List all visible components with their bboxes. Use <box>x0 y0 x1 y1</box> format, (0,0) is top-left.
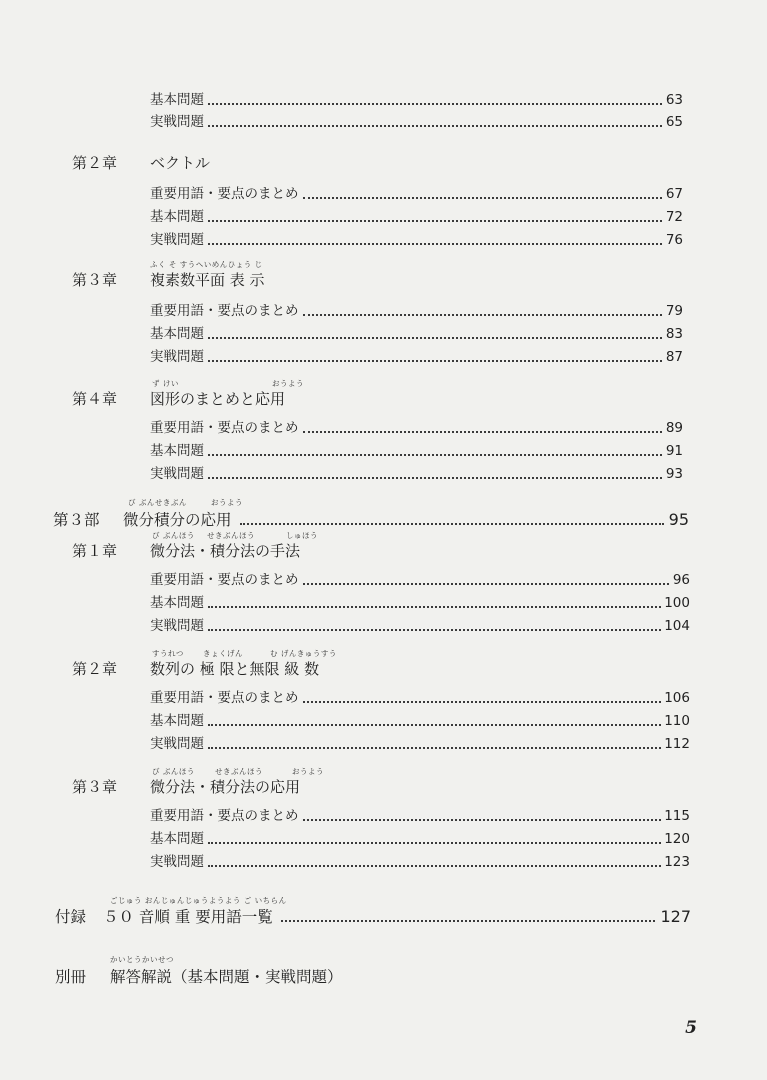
chapter-number: 第３章 <box>72 271 118 289</box>
furigana: び ぶんほう <box>152 531 195 540</box>
furigana: む げんきゅうすう <box>270 649 337 658</box>
furigana: せきぶんほう <box>207 531 255 540</box>
entry-label: 重要用語・要点のまとめ <box>150 186 299 202</box>
toc-entry[interactable] <box>150 566 690 588</box>
dot-leader <box>208 477 662 479</box>
toc-entry[interactable] <box>150 180 683 202</box>
entry-page: 104 <box>664 618 690 634</box>
furigana: ず けい <box>152 379 179 388</box>
furigana: おうよう <box>272 379 304 388</box>
entry-label: 基本問題 <box>150 713 204 729</box>
chapter-heading <box>72 271 472 289</box>
furigana: すうれつ <box>152 649 184 658</box>
furigana: ふく そ すうへいめんひょう じ <box>150 260 263 269</box>
chapter-title: 複素数平面 表 示 <box>150 271 265 289</box>
toc-entry[interactable] <box>150 203 683 225</box>
separate-volume-heading[interactable] <box>55 962 555 986</box>
dot-leader <box>208 747 661 749</box>
entry-page: 65 <box>665 114 683 130</box>
chapter-heading <box>72 778 472 796</box>
toc-entry[interactable] <box>150 707 690 729</box>
entry-label: 実戦問題 <box>150 854 204 870</box>
entry-label: 重要用語・要点のまとめ <box>150 303 299 319</box>
toc-entry[interactable] <box>150 589 690 611</box>
separate-label: 別冊 <box>55 968 87 986</box>
entry-label: 基本問題 <box>150 92 204 108</box>
chapter-title: 微分法・積分法の手法 <box>150 542 301 560</box>
furigana: しゅほう <box>286 531 318 540</box>
furigana: び ぶんほう <box>152 767 195 776</box>
toc-entry[interactable] <box>150 343 683 365</box>
toc-entry[interactable] <box>150 460 683 482</box>
toc-entry[interactable] <box>150 684 690 706</box>
entry-page: 67 <box>665 186 683 202</box>
chapter-heading <box>72 390 472 408</box>
chapter-heading <box>72 542 472 560</box>
dot-leader <box>208 243 662 245</box>
chapter-title: 数列の 極 限と無限 級 数 <box>150 660 320 678</box>
entry-page: 83 <box>665 326 683 342</box>
dot-leader <box>281 920 656 922</box>
chapter-number: 第１章 <box>72 542 118 560</box>
entry-page: 79 <box>665 303 683 319</box>
toc-entry[interactable] <box>150 802 690 824</box>
chapter-title: ベクトル <box>150 154 211 172</box>
entry-label: 基本問題 <box>150 443 204 459</box>
dot-leader <box>208 125 662 127</box>
dot-leader <box>303 197 663 199</box>
dot-leader <box>208 360 662 362</box>
toc-entry[interactable] <box>150 730 690 752</box>
entry-page: 120 <box>664 831 690 847</box>
entry-page: 91 <box>665 443 683 459</box>
entry-label: 実戦問題 <box>150 618 204 634</box>
entry-label: 実戦問題 <box>150 114 204 130</box>
entry-label: 重要用語・要点のまとめ <box>150 808 299 824</box>
entry-page: 106 <box>664 690 690 706</box>
entry-page: 89 <box>665 420 683 436</box>
furigana: せきぶんほう <box>215 767 263 776</box>
appendix-heading[interactable] <box>55 902 691 926</box>
toc-entry[interactable] <box>150 226 683 248</box>
entry-label: 実戦問題 <box>150 349 204 365</box>
entry-page: 112 <box>664 736 690 752</box>
chapter-number: 第２章 <box>72 154 118 172</box>
toc-entry[interactable] <box>150 825 690 847</box>
entry-page: 87 <box>665 349 683 365</box>
entry-label: 基本問題 <box>150 326 204 342</box>
dot-leader <box>303 701 662 703</box>
chapter-heading <box>72 154 472 172</box>
entry-page: 123 <box>664 854 690 870</box>
dot-leader <box>240 523 664 525</box>
appendix-title: ５０ 音順 重 要用語一覧 <box>103 908 273 926</box>
entry-label: 実戦問題 <box>150 466 204 482</box>
part-number: 第３部 <box>53 511 100 529</box>
toc-entry[interactable] <box>150 320 683 342</box>
entry-label: 重要用語・要点のまとめ <box>150 420 299 436</box>
entry-label: 基本問題 <box>150 209 204 225</box>
appendix-label: 付録 <box>55 908 87 926</box>
dot-leader <box>208 220 662 222</box>
toc-entry[interactable] <box>150 848 690 870</box>
toc-entry[interactable] <box>150 612 690 634</box>
entry-page: 115 <box>664 808 690 824</box>
dot-leader <box>303 431 663 433</box>
separate-title: 解答解説（基本問題・実戦問題） <box>110 968 343 986</box>
chapter-number: 第２章 <box>72 660 118 678</box>
dot-leader <box>303 583 670 585</box>
dot-leader <box>303 314 663 316</box>
entry-page: 72 <box>665 209 683 225</box>
chapter-title: 微分法・積分法の応用 <box>150 778 301 796</box>
entry-label: 実戦問題 <box>150 232 204 248</box>
toc-entry[interactable] <box>150 297 683 319</box>
dot-leader <box>208 724 661 726</box>
dot-leader <box>208 865 661 867</box>
entry-label: 重要用語・要点のまとめ <box>150 572 299 588</box>
entry-page: 96 <box>672 572 690 588</box>
dot-leader <box>208 606 661 608</box>
toc-entry[interactable] <box>150 86 683 108</box>
furigana: おうよう <box>211 498 243 507</box>
toc-entry[interactable] <box>150 108 683 130</box>
furigana: かいとうかいせつ <box>110 955 174 964</box>
part-heading[interactable] <box>53 505 689 529</box>
entry-label: 基本問題 <box>150 831 204 847</box>
toc-entry[interactable] <box>150 437 683 459</box>
dot-leader <box>208 842 661 844</box>
dot-leader <box>208 454 662 456</box>
entry-page: 76 <box>665 232 683 248</box>
dot-leader <box>208 629 661 631</box>
entry-page: 110 <box>664 713 690 729</box>
chapter-number: 第４章 <box>72 390 118 408</box>
dot-leader <box>208 103 662 105</box>
dot-leader <box>303 819 662 821</box>
page-number: 5 <box>685 1018 697 1038</box>
entry-label: 実戦問題 <box>150 736 204 752</box>
furigana: び ぶんせきぶん <box>128 498 187 507</box>
entry-page: 93 <box>665 466 683 482</box>
entry-label: 基本問題 <box>150 595 204 611</box>
furigana: ごじゅう おんじゅんじゅうようよう ご いちらん <box>110 896 287 905</box>
toc-entry[interactable] <box>150 414 683 436</box>
chapter-title: 図形のまとめと応用 <box>150 390 286 408</box>
chapter-heading <box>72 660 472 678</box>
entry-label: 重要用語・要点のまとめ <box>150 690 299 706</box>
furigana: おうよう <box>292 767 324 776</box>
part-page: 95 <box>668 510 689 529</box>
furigana: きょくげん <box>203 649 243 658</box>
entry-page: 100 <box>664 595 690 611</box>
chapter-number: 第３章 <box>72 778 118 796</box>
part-title: 微分積分の応用 <box>123 511 232 529</box>
entry-page: 63 <box>665 92 683 108</box>
appendix-page: 127 <box>660 907 691 926</box>
dot-leader <box>208 337 662 339</box>
